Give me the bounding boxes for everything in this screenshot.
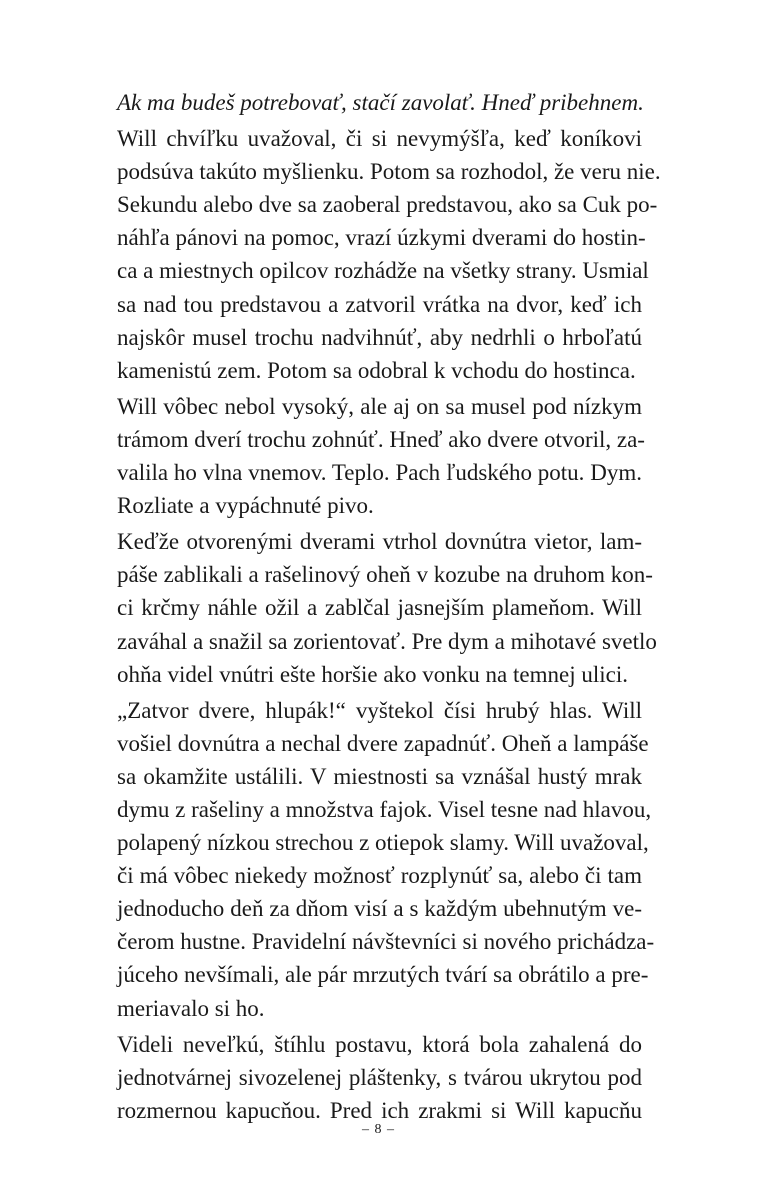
text-line: ohňa videl vnútri ešte horšie ako vonku na temnej ulici. [117,661,628,687]
text-line: sa okamžite ustálili. V miestnosti sa vznášal hustý mrak [117,763,642,789]
text-line: ci krčmy náhle ožil a zablčal jasnejším plameňom. Will [117,595,642,621]
text-line: Videli neveľkú, štíhlu postavu, ktorá bola zahalená do [117,1031,642,1057]
text-line: či má vôbec niekedy možnosť rozplynúť sa, alebo či tam [117,863,642,889]
text-line: Keďže otvorenými dverami vtrhol dovnútra vietor, lam- [117,529,642,555]
text-line: júceho nevšímali, ale pár mrzutých tvárí sa obrátilo a pre- [117,962,649,988]
text-line: náhľa pánovi na pomoc, vrazí úzkymi dverami do hostin- [117,225,646,251]
text-line: trámom dverí trochu zohnúť. Hneď ako dvere otvoril, za- [117,426,645,452]
text-line: čerom hustne. Pravidelní návštevníci si nového prichádza- [117,929,655,955]
text-line: vošiel dovnútra a nechal dvere zapadnúť. Oheň a lampáše [117,730,649,756]
text-line: meriavalo si ho. [117,995,265,1021]
text-line: Sekundu alebo dve sa zaoberal predstavou, ako sa Cuk po- [117,192,658,218]
text-line: zaváhal a snažil sa zorientovať. Pre dym a mihotavé svetlo [117,628,657,654]
text-line: valila ho vlna vnemov. Teplo. Pach ľudského potu. Dym. [117,460,642,486]
text-line: sa nad tou predstavou a zatvoril vrátka na dvor, keď ich [117,291,642,317]
text-line: podsúva takúto myšlienku. Potom sa rozhodol, že veru nie. [117,159,661,185]
text-flow [117,86,661,1127]
text-line: Will vôbec nebol vysoký, ale aj on sa musel pod nízkym [117,393,642,419]
text-line: Rozliate a vypáchnuté pivo. [117,493,374,519]
book-page-text [117,86,661,1127]
page-number: – 8 – [362,1122,395,1137]
text-line: ca a miestnych opilcov rozhádže na všetky strany. Usmial [117,258,649,284]
text-line: „Zatvor dvere, hlupák!“ vyštekol čísi hrubý hlas. Will [117,697,642,723]
text-line: Ak ma budeš potrebovať, stačí zavolať. Hneď pribehnem. [117,90,644,115]
text-line: polapený nízkou strechou z otiepok slamy. Will uvažoval, [117,830,649,856]
text-line: najskôr musel trochu nadvihnúť, aby nedrhli o hrboľatú [117,324,642,350]
text-line: kamenistú zem. Potom sa odobral k vchodu do hostinca. [117,357,636,383]
text-line: dymu z rašeliny a množstva fajok. Visel tesne nad hlavou, [117,796,652,822]
text-line: páše zablikali a rašelinový oheň v kozube na druhom kon- [117,562,653,588]
text-line: rozmernou kapucňou. Pred ich zrakmi si Will kapucňu [117,1097,642,1123]
text-line: Will chvíľku uvažoval, či si nevymýšľa, keď koníkovi [117,126,642,152]
text-line: jednoducho deň za dňom visí a s každým ubehnutým ve- [117,896,642,922]
text-line: jednotvárnej sivozelenej pláštenky, s tvárou ukrytou pod [117,1064,642,1090]
